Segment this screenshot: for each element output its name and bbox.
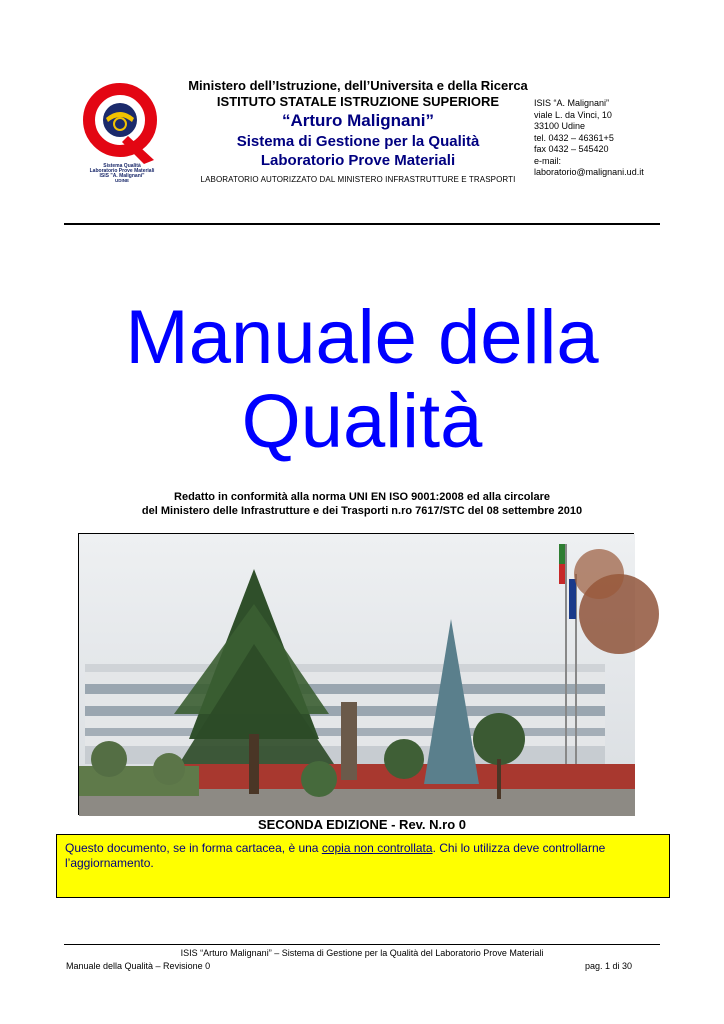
document-title <box>0 296 724 464</box>
institute-type: ISTITUTO STATALE ISTRUZIONE SUPERIORE <box>216 94 500 109</box>
header-divider <box>64 223 660 225</box>
contact-line: fax 0432 – 545420 <box>534 144 609 154</box>
compliance-statement <box>40 490 684 518</box>
logo-caption-1: Sistema Qualità <box>103 163 141 169</box>
footer-center: ISIS “Arturo Malignani” – Sistema di Gestione per la Qualità del Laboratorio Prove Materiali <box>180 948 544 958</box>
page-number: pag. 1 di 30 <box>584 961 632 971</box>
system-name: Sistema di Gestione per la Qualità <box>236 133 480 150</box>
contact-email[interactable]: laboratorio@malignani.ud.it <box>534 167 644 177</box>
eu-flag <box>569 579 576 619</box>
compliance-line-2: del Ministero delle Infrastrutture e dei Trasporti n.ro 7617/STC del 08 settembre 2010 <box>141 505 583 517</box>
notice-text-1: Questo documento, se in forma cartacea, è una <box>65 841 322 855</box>
notice-box <box>56 834 670 898</box>
title-line-1: Manuale della <box>125 295 599 380</box>
footer-left: Manuale della Qualità – Revisione 0 <box>66 961 211 971</box>
title-line-2: Qualità <box>241 379 483 464</box>
compliance-line-1: Redatto in conformità alla norma UNI EN ISO 9001:2008 ed alla circolare <box>174 491 550 503</box>
ministry-name: Ministero dell’Istruzione, dell’Universita e della Ricerca <box>188 78 528 93</box>
contact-line: e-mail: <box>534 155 562 166</box>
building-photo-illustration <box>79 534 635 816</box>
authorization-note: LABORATORIO AUTORIZZATO DAL MINISTERO INFRASTRUTTURE E TRASPORTI <box>200 175 516 184</box>
logo-caption-2: Laboratorio Prove Materiali <box>89 168 155 174</box>
contact-line: tel. 0432 – 46361+5 <box>534 132 614 143</box>
header-block <box>168 78 548 184</box>
lab-name: Laboratorio Prove Materiali <box>260 152 456 169</box>
logo-caption-4: UDINE <box>114 178 130 183</box>
institute-logo <box>76 84 168 183</box>
logo-caption-3: ISIS "A. Malignani" <box>99 173 145 179</box>
contact-block <box>534 98 694 179</box>
notice-underlined: copia non controllata <box>321 841 433 855</box>
contact-line: ISIS “A. Malignani” <box>534 98 610 108</box>
footer-divider <box>64 944 660 945</box>
edition-label: SECONDA EDIZIONE - Rev. N.ro 0 <box>257 817 467 832</box>
contact-line: viale L. da Vinci, 10 <box>534 109 612 120</box>
building-photo <box>78 533 634 815</box>
statue <box>341 702 357 780</box>
notice-text-2: . Chi lo utilizza deve controllarne l’aggiornamento. <box>65 841 606 870</box>
institute-name: “Arturo Malignani” <box>281 111 435 130</box>
contact-line: 33100 Udine <box>534 121 586 131</box>
